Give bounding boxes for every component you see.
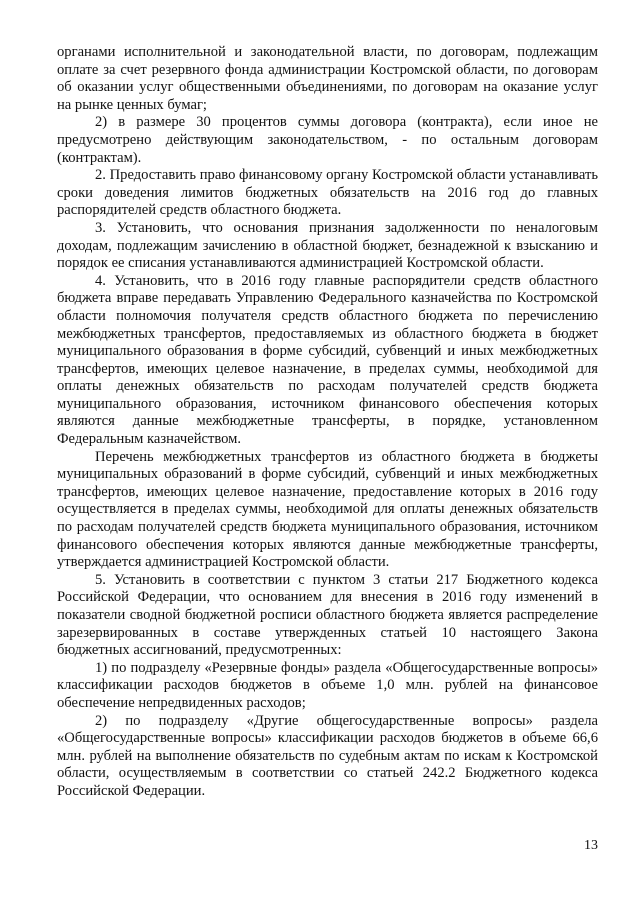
paragraph-item-5: 5. Установить в соответствии с пунктом 3 статьи 217 Бюджетного кодекса Российской Федерации, что основанием для внесения в 2016 году изменений в показатели сводной бюджетной росписи областного бюджета является распределение зарезервированных в составе утвержденных статьей 10 настоящего Закона бюджетных ассигнований, предусмотренных: bbox=[57, 571, 598, 659]
paragraph-item-2: 2. Предоставить право финансовому органу Костромской области устанавливать сроки доведения лимитов бюджетных обязательств на 2016 год до главных распорядителей средств областного бюджета. bbox=[57, 167, 598, 219]
paragraph-transfer-list: Перечень межбюджетных трансфертов из областного бюджета в бюджеты муниципальных образований в форме субсидий, субвенций и иных межбюджетных трансфертов, имеющих целевое назначение, предоставление которых в 2016 году осуществляется в пределах суммы, необходимой для оплаты денежных обязательств по расходам получателей средств бюджета муниципального образования, источником финансового обеспечения которых являются данные межбюджетные трансферты, утверждается администрацией Костромской области. bbox=[57, 448, 598, 571]
paragraph-subitem-2: 2) в размере 30 процентов суммы договора (контракта), если иное не предусмотрено действующим законодательством, - по остальным договорам (контрактам). bbox=[57, 114, 598, 166]
paragraph-subitem-5-2: 2) по подразделу «Другие общегосударственные вопросы» раздела «Общегосударственные вопросы» классификации расходов бюджетов в объеме 66,6 млн. рублей на выполнение обязательств по судебным актам по искам к Костромской области, осуществляемым в соответствии со статьей 242.2 Бюджетного кодекса Российской Федерации. bbox=[57, 712, 598, 799]
paragraph-item-3: 3. Установить, что основания признания задолженности по неналоговым доходам, подлежащим зачислению в областной бюджет, безнадежной к взысканию и порядок ее списания устанавливаются администрацией Костромской области. bbox=[57, 219, 598, 272]
page-number: 13 bbox=[584, 838, 598, 853]
paragraph-item-4: 4. Установить, что в 2016 году главные распорядители средств областного бюджета вправе передавать Управлению Федерального казначейства по Костромской области полномочия получателя средств областного бюджета по перечислению межбюджетных трансфертов, предоставляемых из областного бюджета в бюджет муниципального образования в форме субсидий, субвенций и иных межбюджетных трансфертов, имеющих целевое назначение, в пределах суммы, необходимой для оплаты денежных обязательств по расходам получателей средств бюджета муниципального образования, источником финансового обеспечения которых являются данные межбюджетные трансферты, в порядке, установленном Федеральным казначейством. bbox=[57, 272, 598, 448]
document-body bbox=[57, 44, 598, 801]
paragraph-subitem-5-1: 1) по подразделу «Резервные фонды» раздела «Общегосударственные вопросы» классификации расходов бюджетов в объеме 1,0 млн. рублей на финансовое обеспечение непредвиденных расходов; bbox=[57, 659, 598, 711]
paragraph-continuation: органами исполнительной и законодательной власти, по договорам, подлежащим оплате за счет резервного фонда администрации Костромской области, по договорам об оказании услуг общественными объединениями, по договорам на оказание услуг на рынке ценных бумаг; bbox=[57, 44, 598, 113]
